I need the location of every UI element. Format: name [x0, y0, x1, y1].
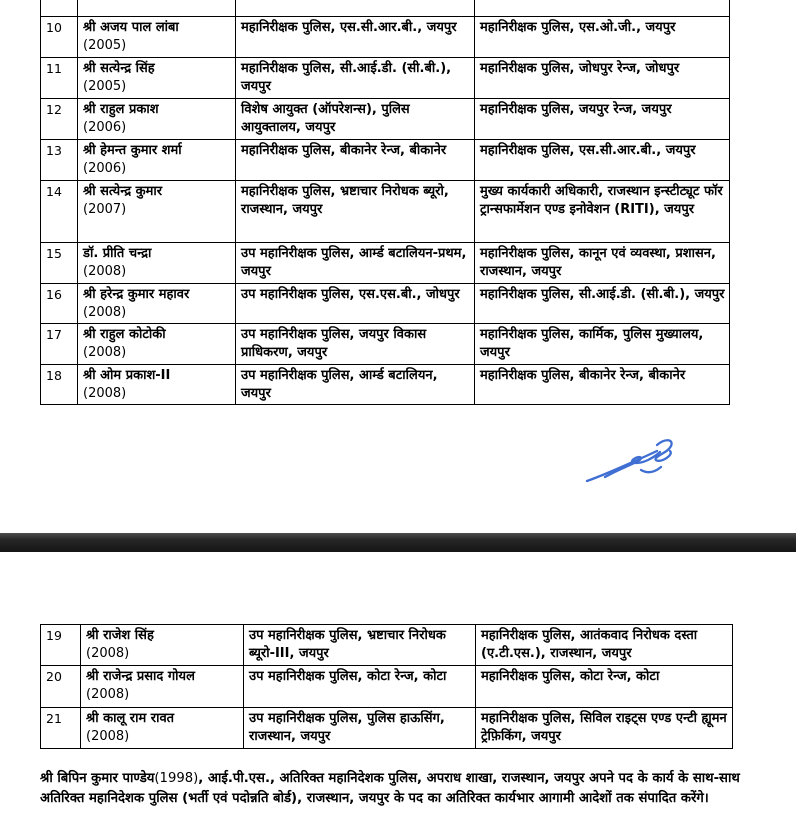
- upper-transfer-table-wrap: [40, 0, 730, 405]
- new-posting-cell: महानिरीक्षक पुलिस, जोधपुर रेन्ज, जोधपुर: [475, 58, 730, 99]
- serial-cell: 20: [41, 666, 81, 708]
- officer-name: श्री अजय पाल लांबा: [83, 20, 179, 35]
- officer-name: श्री राजेन्द्र प्रसाद गोयल: [86, 669, 195, 684]
- present-posting-cell: महानिरीक्षक पुलिस, बीकानेर रेन्ज, बीकानेर: [236, 140, 475, 181]
- officer-name-cell: [81, 708, 244, 749]
- new-posting-cell: महानिरीक्षक पुलिस, सी.आई.डी. (सी.बी.), जयपुर: [475, 284, 730, 324]
- table-row: [41, 625, 733, 666]
- batch-year: (2005): [83, 38, 127, 53]
- officer-name: श्री सत्येन्द्र सिंह: [83, 61, 155, 76]
- officer-name-cell: [78, 284, 236, 324]
- officer-name-cell: [78, 99, 236, 140]
- officer-name: श्री ओम प्रकाश-II: [83, 368, 171, 383]
- present-posting-cell: उप महानिरीक्षक पुलिस, कोटा रेन्ज, कोटा: [244, 666, 476, 708]
- table-row: [41, 99, 730, 140]
- batch-year: (2008): [86, 646, 130, 661]
- batch-year: (2007): [83, 202, 127, 217]
- officer-name-cell: [78, 181, 236, 243]
- batch-year: (2008): [86, 687, 130, 702]
- officer-name-cell: [81, 666, 244, 708]
- empty-cell: [236, 0, 475, 17]
- lower-transfer-table: [40, 624, 733, 749]
- officer-name: श्री राहुल कोटोकी: [83, 327, 166, 342]
- footer-batch-year: (1998): [154, 771, 199, 787]
- officer-name-cell: [78, 324, 236, 365]
- additional-charge-note: [40, 769, 756, 808]
- batch-year: (2008): [86, 729, 130, 744]
- new-posting-cell: महानिरीक्षक पुलिस, एस.ओ.जी., जयपुर: [475, 17, 730, 58]
- officer-name: श्री राजेश सिंह: [86, 628, 154, 643]
- table-row: [41, 708, 733, 749]
- lower-transfer-table-wrap: [40, 624, 733, 749]
- footer-officer-name: श्री बिपिन कुमार पाण्डेय: [40, 771, 155, 787]
- serial-cell: 12: [41, 99, 78, 140]
- empty-cell: [78, 0, 236, 17]
- serial-cell: 19: [41, 625, 81, 666]
- batch-year: (2008): [83, 305, 127, 320]
- new-posting-cell: महानिरीक्षक पुलिस, कानून एवं व्यवस्था, प्रशासन, राजस्थान, जयपुर: [475, 243, 730, 284]
- table-row: [41, 666, 733, 708]
- new-posting-cell: महानिरीक्षक पुलिस, बीकानेर रेन्ज, बीकानेर: [475, 365, 730, 405]
- table-row: [41, 140, 730, 181]
- serial-cell: 17: [41, 324, 78, 365]
- table-row-partial: [41, 0, 730, 17]
- new-posting-cell: मुख्य कार्यकारी अधिकारी, राजस्थान इन्स्टीट्यूट फॉर ट्रान्सफार्मेशन एण्ड इनोवेशन (RITI), जयपुर: [475, 181, 730, 243]
- present-posting-cell: उप महानिरीक्षक पुलिस, आर्म्ड बटालियन, जयपुर: [236, 365, 475, 405]
- new-posting-cell: महानिरीक्षक पुलिस, आतंकवाद निरोधक दस्ता (ए.टी.एस.), राजस्थान, जयपुर: [476, 625, 733, 666]
- officer-name: श्री हरेन्द्र कुमार महावर: [83, 287, 190, 302]
- batch-year: (2006): [83, 161, 127, 176]
- new-posting-cell: महानिरीक्षक पुलिस, सिविल राइट्स एण्ड एन्टी ह्यूमन ट्रेफ़िकिंग, जयपुर: [476, 708, 733, 749]
- batch-year: (2008): [83, 386, 127, 401]
- officer-name: श्री हेमन्त कुमार शर्मा: [83, 143, 182, 158]
- serial-cell: 21: [41, 708, 81, 749]
- officer-name: श्री राहुल प्रकाश: [83, 102, 159, 117]
- table-row: [41, 284, 730, 324]
- serial-cell: 18: [41, 365, 78, 405]
- serial-cell: 16: [41, 284, 78, 324]
- batch-year: (2008): [83, 345, 127, 360]
- present-posting-cell: महानिरीक्षक पुलिस, सी.आई.डी. (सी.बी.), जयपुर: [236, 58, 475, 99]
- new-posting-cell: महानिरीक्षक पुलिस, जयपुर रेन्ज, जयपुर: [475, 99, 730, 140]
- serial-cell: 14: [41, 181, 78, 243]
- serial-cell: 13: [41, 140, 78, 181]
- table-row: [41, 243, 730, 284]
- present-posting-cell: उप महानिरीक्षक पुलिस, जयपुर विकास प्राधिकरण, जयपुर: [236, 324, 475, 365]
- officer-name-cell: [78, 17, 236, 58]
- signature-scribble-icon: [581, 431, 689, 487]
- present-posting-cell: महानिरीक्षक पुलिस, भ्रष्टाचार निरोधक ब्यूरो, राजस्थान, जयपुर: [236, 181, 475, 243]
- batch-year: (2006): [83, 120, 127, 135]
- officer-name: डॉ. प्रीति चन्द्रा: [83, 246, 152, 261]
- present-posting-cell: उप महानिरीक्षक पुलिस, भ्रष्टाचार निरोधक ब्यूरो-III, जयपुर: [244, 625, 476, 666]
- serial-cell: 15: [41, 243, 78, 284]
- serial-cell: 11: [41, 58, 78, 99]
- serial-cell: 10: [41, 17, 78, 58]
- batch-year: (2005): [83, 79, 127, 94]
- officer-name: श्री कालू राम रावत: [86, 711, 175, 726]
- table-row: [41, 181, 730, 243]
- empty-cell: [41, 0, 78, 17]
- page-separator: [0, 533, 796, 552]
- new-posting-cell: महानिरीक्षक पुलिस, एस.सी.आर.बी., जयपुर: [475, 140, 730, 181]
- table-row: [41, 324, 730, 365]
- new-posting-cell: महानिरीक्षक पुलिस, कार्मिक, पुलिस मुख्यालय, जयपुर: [475, 324, 730, 365]
- table-row: [41, 17, 730, 58]
- table-row: [41, 58, 730, 99]
- officer-name-cell: [81, 625, 244, 666]
- footer-note-text: , आई.पी.एस., अतिरिक्त महानिदेशक पुलिस, अपराध शाखा, राजस्थान, जयपुर अपने पद के कार्य के साथ-साथ अतिरिक्त महानिदेशक पुलिस (भर्ती एवं पदोन्नति बोर्ड), राजस्थान, जयपुर के पद का अतिरिक्त कार्यभार आगामी आदेशों तक संपादित करेंगे।: [40, 771, 740, 806]
- table-row: [41, 365, 730, 405]
- batch-year: (2008): [83, 264, 127, 279]
- present-posting-cell: उप महानिरीक्षक पुलिस, आर्म्ड बटालियन-प्रथम, जयपुर: [236, 243, 475, 284]
- new-posting-cell: महानिरीक्षक पुलिस, कोटा रेन्ज, कोटा: [476, 666, 733, 708]
- present-posting-cell: महानिरीक्षक पुलिस, एस.सी.आर.बी., जयपुर: [236, 17, 475, 58]
- officer-name-cell: [78, 243, 236, 284]
- empty-cell: [475, 0, 730, 17]
- officer-name-cell: [78, 140, 236, 181]
- officer-name: श्री सत्येन्द्र कुमार: [83, 184, 163, 199]
- present-posting-cell: विशेष आयुक्त (ऑपरेशन्स), पुलिस आयुक्तालय, जयपुर: [236, 99, 475, 140]
- present-posting-cell: उप महानिरीक्षक पुलिस, एस.एस.बी., जोधपुर: [236, 284, 475, 324]
- present-posting-cell: उप महानिरीक्षक पुलिस, पुलिस हाऊसिंग, राजस्थान, जयपुर: [244, 708, 476, 749]
- officer-name-cell: [78, 58, 236, 99]
- upper-transfer-table: [40, 0, 730, 405]
- officer-name-cell: [78, 365, 236, 405]
